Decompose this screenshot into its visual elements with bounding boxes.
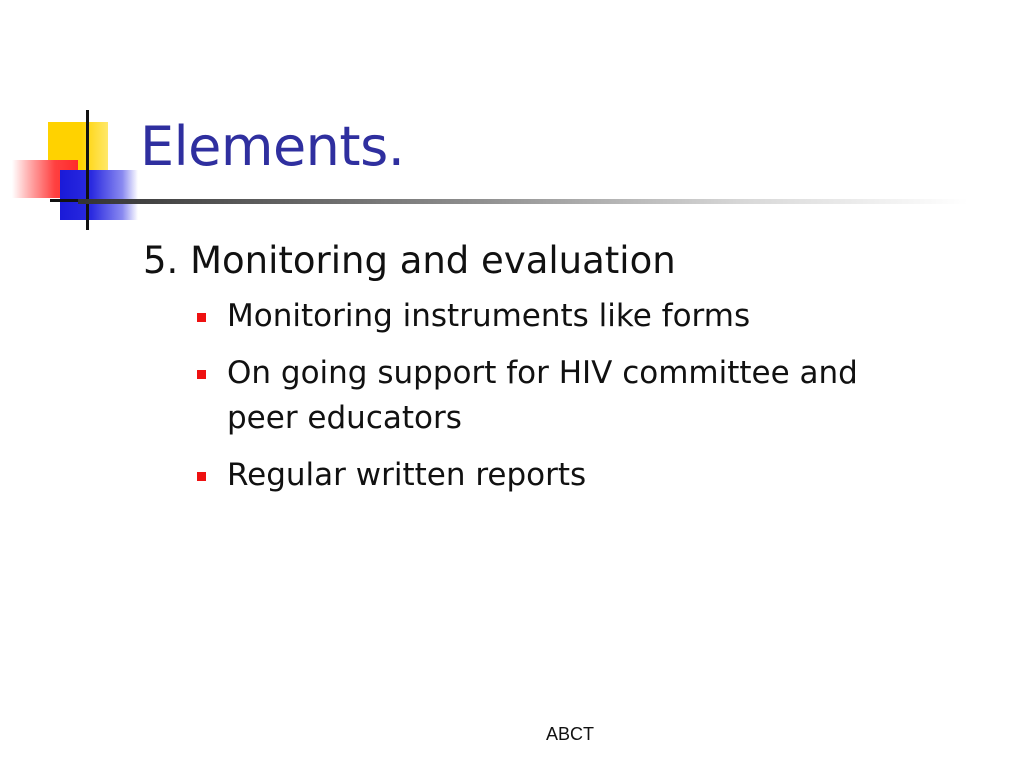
section-heading: 5. Monitoring and evaluation [143,239,676,282]
bullet-text: Regular written reports [227,457,587,493]
bullet-text: Monitoring instruments like forms [227,298,751,334]
logo-vertical-line [86,110,89,230]
bullet-list [143,294,983,498]
bullet-square-icon [197,370,206,379]
bullet-item [226,351,907,441]
logo-blue-square [60,170,138,220]
bullet-square-icon [197,472,206,481]
slide-content [143,234,983,510]
decorative-logo [0,0,140,240]
bullet-square-icon [197,313,206,322]
title-divider [78,199,968,204]
bullet-item [226,453,907,498]
slide-title: Elements. [140,115,405,178]
bullet-text: On going support for HIV committee and peer educators [227,355,858,436]
bullet-item [226,294,907,339]
slide-footer: ABCT [546,724,595,744]
